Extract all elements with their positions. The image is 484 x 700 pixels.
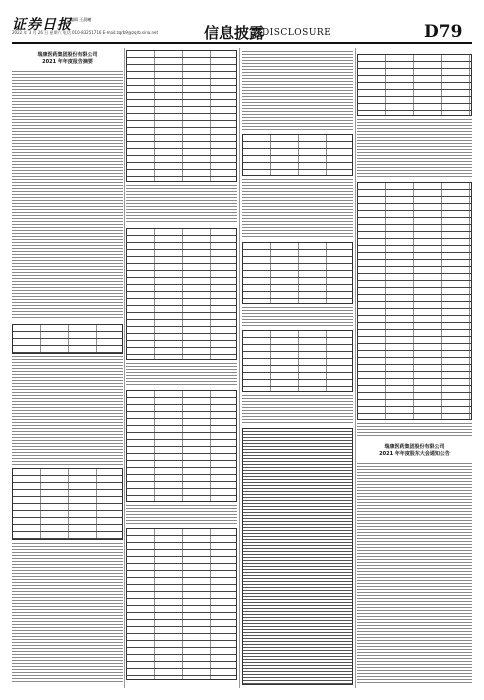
- data-table: [126, 528, 237, 680]
- data-table: [242, 330, 353, 392]
- body-text: [242, 394, 353, 424]
- data-table: [12, 468, 123, 540]
- notice-heading: [357, 444, 472, 458]
- section-title-english: DISCLOSURE: [262, 28, 332, 38]
- column-3: [242, 48, 353, 688]
- data-table: [242, 134, 353, 176]
- data-table: [357, 182, 472, 420]
- notice-company: 瑞康医药集团股份有限公司: [384, 444, 445, 450]
- data-table: [126, 50, 237, 182]
- column-1: [12, 48, 123, 688]
- newspaper-logo: 证券日报: [12, 17, 72, 33]
- body-text: [12, 355, 123, 465]
- body-text: [357, 118, 472, 178]
- data-table: [357, 54, 472, 116]
- notice-title: 2021 年年度股东大会通知公告: [379, 451, 450, 457]
- masthead: [0, 0, 484, 40]
- body-text: [12, 542, 123, 682]
- body-text: [12, 70, 123, 320]
- section-title: 信息披露: [204, 24, 265, 42]
- notice-heading: [12, 52, 123, 66]
- data-table: [242, 242, 353, 304]
- body-text: [126, 184, 237, 224]
- column-divider: [124, 48, 125, 688]
- body-text: [242, 306, 353, 326]
- data-table: [126, 390, 237, 502]
- notice-company: 瑞康医药集团股份有限公司: [37, 52, 98, 58]
- body-text: [242, 178, 353, 238]
- column-divider: [239, 48, 240, 688]
- data-table: [126, 228, 237, 360]
- data-table: [12, 324, 123, 354]
- page-number: D79: [424, 22, 463, 42]
- data-table: [242, 428, 353, 685]
- notice-title: 2021 年年度报告摘要: [42, 59, 93, 65]
- body-text: [126, 362, 237, 387]
- body-text: [126, 504, 237, 524]
- column-divider: [355, 48, 356, 688]
- dateline: 2022 年 3 月 26 日 星期六 电话 010-83251716 E-mail:zqrb9@zqrb.sina.net: [12, 30, 159, 35]
- column-4: [357, 48, 472, 688]
- editor-credit: 编辑 王晨曦: [70, 17, 92, 22]
- body-text: [357, 462, 472, 684]
- column-2: [126, 48, 237, 688]
- body-text: [242, 50, 353, 130]
- header-rule: [12, 42, 472, 44]
- body-text: [357, 422, 472, 438]
